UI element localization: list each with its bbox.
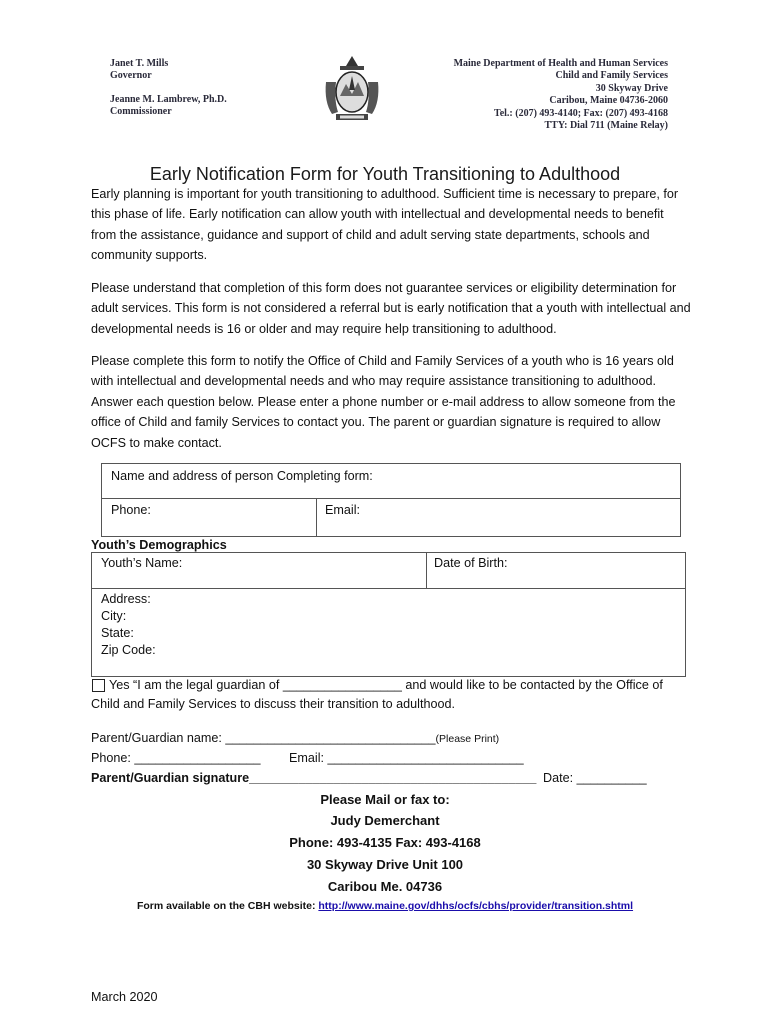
website-link[interactable]: http://www.maine.gov/dhhs/ocfs/cbhs/provider/transition.shtml bbox=[318, 900, 634, 912]
commissioner-title: Commissioner bbox=[110, 106, 172, 117]
guardian-email-field[interactable]: Email: ____________________________ bbox=[289, 751, 524, 765]
contact-phone-fax: Phone: 493-4135 Fax: 493-4168 bbox=[289, 835, 481, 850]
please-print-note: (Please Print) bbox=[435, 733, 500, 745]
instructions-paragraph: Please complete this form to notify the Office of Child and Family Services of a youth who is 16 years old with intellectual and developmental needs and who may require assistance transitioning to adulthood. Answer each question below. Please enter a phone number or e-mail address to allow someone from the office of Child and family Services to contact you. The parent or guardian signature is required to allow OCFS to make contact. bbox=[91, 354, 676, 450]
governor-title: Governor bbox=[110, 70, 152, 81]
city-label: City: bbox=[101, 609, 127, 623]
office-phone: Tel.: (207) 493-4140; Fax: (207) 493-4168 bbox=[493, 107, 668, 119]
youth-dob-field[interactable] bbox=[426, 552, 686, 589]
youth-name-field[interactable] bbox=[91, 552, 427, 589]
address-label: Address: bbox=[101, 592, 151, 606]
guardian-consent-checkbox[interactable] bbox=[92, 679, 105, 692]
signature-date-field[interactable]: Date: __________ bbox=[543, 771, 647, 785]
state-label: State: bbox=[101, 626, 134, 640]
website-label: Form available on the CBH website: bbox=[136, 900, 319, 912]
consent-line-1: Yes “I am the legal guardian of _________________ and would like to be contacted by the Office of bbox=[109, 678, 663, 692]
completer-phone-label: Phone: bbox=[111, 503, 151, 517]
letterhead-spacer bbox=[110, 82, 227, 94]
guardian-name-field[interactable] bbox=[91, 731, 499, 745]
letterhead-left bbox=[110, 58, 227, 118]
consent-line-2: Child and Family Services to discuss their transition to adulthood. bbox=[91, 697, 455, 711]
contact-street: 30 Skyway Drive Unit 100 bbox=[306, 857, 464, 872]
office-street: 30 Skyway Drive bbox=[595, 82, 668, 94]
disclaimer-paragraph: Please understand that completion of this form does not guarantee services or eligibility determination for adult services. This form is not considered a referral but is early notification that a youth with intellectual and developmental needs is 16 or older and may require help transitioning to adulthood. bbox=[91, 281, 691, 336]
guardian-name-line: Parent/Guardian name: ______________________________ bbox=[91, 731, 436, 745]
office-city: Caribou, Maine 04736-2060 bbox=[549, 95, 668, 107]
footer-date: March 2020 bbox=[91, 990, 158, 1004]
completer-name-field[interactable] bbox=[101, 463, 681, 499]
demographics-heading: Youth’s Demographics bbox=[91, 538, 227, 552]
guardian-phone-field[interactable]: Phone: __________________ bbox=[91, 751, 261, 765]
intro-paragraph: Early planning is important for youth transitioning to adulthood. Sufficient time is necessary to prepare, for this phase of life. Early notification can allow youth with intellectual and developmental needs to benefit from the assistance, guidance and support of child and adult serving state departments, schools and community supports. bbox=[91, 187, 679, 263]
contact-city: Caribou Me. 04736 bbox=[327, 879, 443, 894]
governor-name: Janet T. Mills bbox=[110, 58, 169, 69]
department-name: Maine Department of Health and Human Services bbox=[453, 58, 668, 69]
contact-name: Judy Demerchant bbox=[330, 813, 440, 828]
commissioner-name: Jeanne M. Lambrew, Ph.D. bbox=[110, 94, 227, 105]
completer-phone-field[interactable] bbox=[101, 498, 317, 537]
office-name: Child and Family Services bbox=[555, 70, 668, 82]
website-line bbox=[0, 900, 770, 912]
completer-name-label: Name and address of person Completing form: bbox=[111, 469, 373, 483]
youth-dob-label: Date of Birth: bbox=[434, 556, 508, 570]
form-title: Early Notification Form for Youth Transitioning to Adulthood bbox=[149, 164, 621, 184]
guardian-signature-field[interactable]: Parent/Guardian signature_________________________________________ bbox=[91, 771, 537, 785]
youth-name-label: Youth’s Name: bbox=[101, 556, 183, 570]
state-seal-icon bbox=[316, 52, 388, 124]
completer-email-label: Email: bbox=[325, 503, 360, 517]
completer-email-field[interactable] bbox=[316, 498, 681, 537]
office-tty: TTY: Dial 711 (Maine Relay) bbox=[544, 120, 668, 132]
letterhead-right bbox=[454, 58, 668, 132]
mail-heading: Please Mail or fax to: bbox=[320, 792, 450, 807]
youth-address-field[interactable] bbox=[91, 588, 686, 677]
zip-code-label: Zip Code: bbox=[101, 643, 156, 657]
